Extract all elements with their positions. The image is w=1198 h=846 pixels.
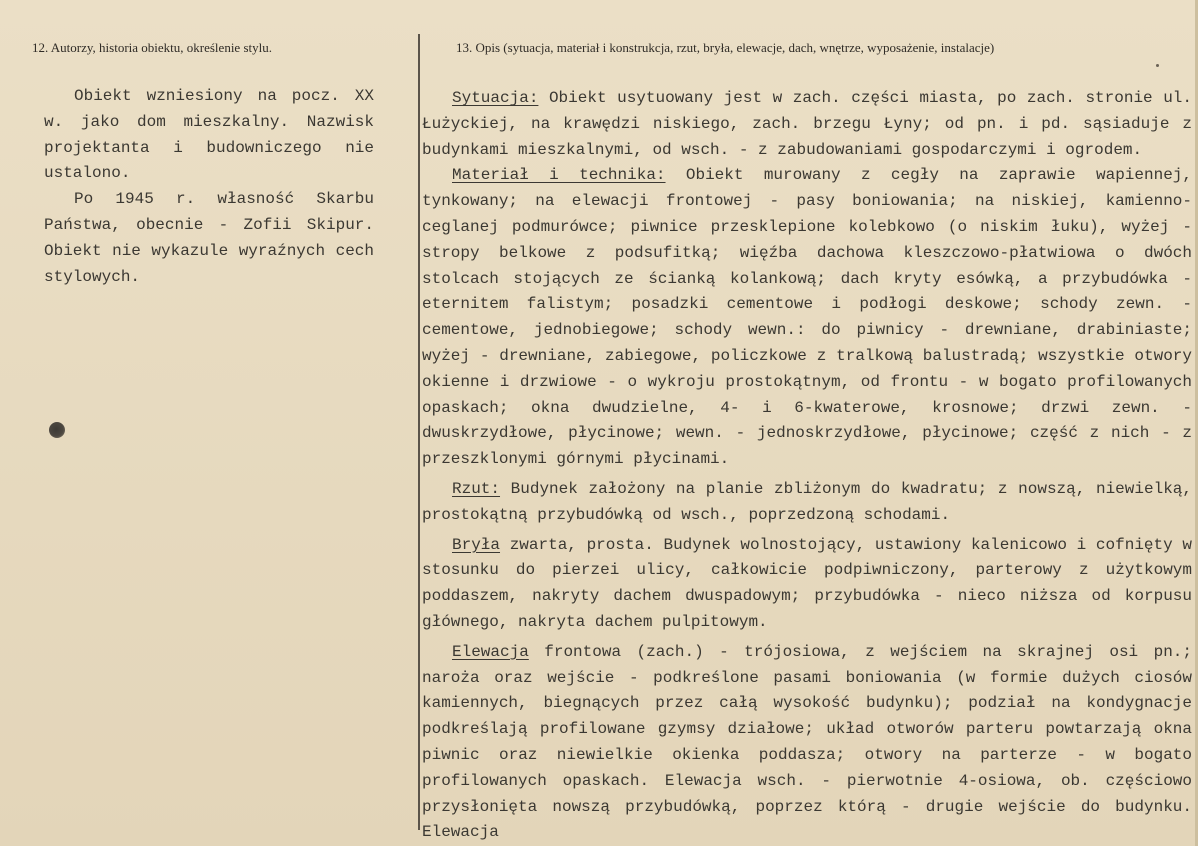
section-label: Bryła bbox=[452, 535, 501, 554]
section-label: Rzut: bbox=[452, 479, 501, 498]
section-body: frontowa (zach.) - trójosiowa, z wejściem na skrajnej osi pn.; naroża oraz wejście - podkreślone pasami boniowania (w formie dużych ciosów kamiennych, biegnących przez całą wysokość budynku); podział na kondygnacje podkreślają profilowane gzymsy działowe; układ otworów parteru powtarzają okna piwnic oraz niewielkie okienka poddasza; otwory na parterze - w bogato profilowanych opaskach. Elewacja wsch. - pierwotnie 4-osiowa, ob. częściowo przysłonięta nowszą przybudówką, poprzez którą - drugie wejście do budynku. Elewacja bbox=[422, 642, 1192, 842]
section-situation bbox=[422, 86, 1192, 163]
section-elevation bbox=[422, 640, 1192, 846]
section-body: Obiekt usytuowany jest w zach. części miasta, po zach. stronie ul. Łużyckiej, na krawędzi niskiego, zach. brzegu Łyny; od pn. i pd. sąsiaduje z budynkami mieszkalnymi, od wsch. - z zabudowaniami gospodarczymi i ogrodem. bbox=[422, 89, 1192, 159]
section-label: Elewacja bbox=[452, 642, 529, 661]
ownership-paragraph: Po 1945 r. własność Skarbu Państwa, obecnie - Zofii Skipur. Obiekt nie wykazule wyraźnych cech stylowych. bbox=[44, 190, 374, 286]
right-column-heading: 13. Opis (sytuacja, materiał i konstrukcja, rzut, bryła, elewacje, dach, wnętrze, wyposażenie, instalacje) bbox=[456, 40, 995, 55]
section-label: Sytuacja: bbox=[452, 89, 539, 107]
section-plan bbox=[422, 477, 1192, 529]
section-body: Obiekt murowany z cegły na zaprawie wapiennej, tynkowany; na elewacji frontowej - pasy boniowania; na niskiej, kamienno-ceglanej podmurówce; piwnice przesklepione kolebkowo (o niskim łuku), wyżej - stropy belkowe z podsufitką; więźba dachowa kleszczowo-płatwiowa o dwóch stolcach stojących ze ścianką kolankową; dach kryty esówką, a przybudówka - eternitem falistym; posadzki cementowe i podłogi deskowe; schody zewn. - cementowe, jednobiegowe; schody wewn.: do piwnicy - drewniane, drabiniaste; wyżej - drewniane, zabiegowe, policzkowe z tralkową balustradą; wszystkie otwory okienne i drzwiowe - o wykroju prostokątnym, od frontu - w bogato profilowanych opaskach; okna dwudzielne, 4- i 6-kwaterowe, krosnowe; drzwi zewn. - dwuskrzydłowe, płycinowe; wewn. - jednoskrzydłowe, płycinowe; część z nich - z przeszklonymi górnymi płycinami. bbox=[422, 166, 1193, 469]
section-body: Budynek założony na planie zbliżonym do kwadratu; z nowszą, niewielką, prostokątną przybudówką od wsch., poprzedzoną schodami. bbox=[422, 479, 1192, 524]
section-material bbox=[422, 163, 1192, 473]
column-divider bbox=[418, 34, 420, 830]
ink-spot bbox=[1156, 64, 1159, 67]
history-text bbox=[44, 84, 374, 290]
punch-hole bbox=[49, 422, 65, 438]
left-column-heading: 12. Autorzy, historia obiektu, określenie stylu. bbox=[32, 40, 272, 55]
history-paragraph: Obiekt wzniesiony na pocz. XX w. jako dom mieszkalny. Nazwisk projektanta i budowniczego nie ustalono. bbox=[44, 87, 374, 183]
description-text bbox=[422, 86, 1192, 846]
section-mass bbox=[422, 533, 1192, 636]
section-body: zwarta, prosta. Budynek wolnostojący, ustawiony kalenicowo i cofnięty w stosunku do pierzei ulicy, całkowicie podpiwniczony, parterowy z użytkowym poddaszem, nakryty dachem dwuspadowym; przybudówka - nieco niższa od korpusu głównego, nakryta dachem pulpitowym. bbox=[422, 535, 1192, 631]
section-label: Materiał i technika: bbox=[452, 166, 666, 185]
